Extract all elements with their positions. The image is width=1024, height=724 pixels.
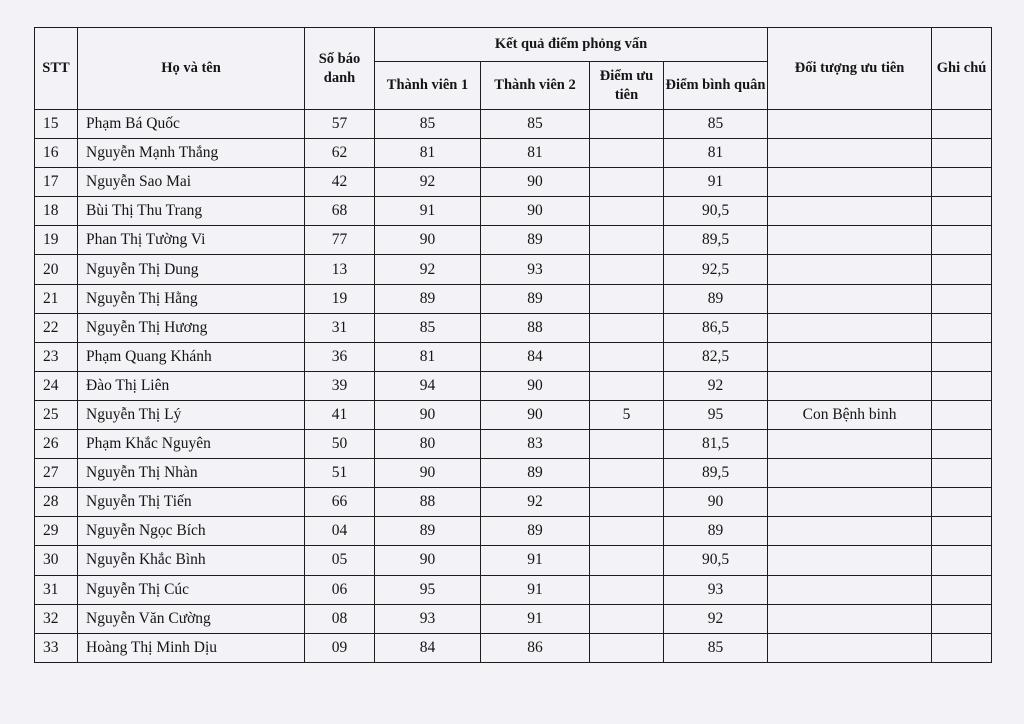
name-cell: Phạm Khắc Nguyên bbox=[78, 430, 305, 459]
stt-cell: 28 bbox=[35, 488, 78, 517]
priority-cell bbox=[768, 459, 932, 488]
average-score-cell: 92 bbox=[664, 371, 768, 400]
member1-score-cell: 90 bbox=[375, 226, 481, 255]
average-score-cell: 90 bbox=[664, 488, 768, 517]
sbd-cell: 08 bbox=[305, 604, 375, 633]
member1-score-cell: 85 bbox=[375, 313, 481, 342]
name-cell: Nguyễn Ngọc Bích bbox=[78, 517, 305, 546]
stt-cell: 23 bbox=[35, 342, 78, 371]
average-score-cell: 90,5 bbox=[664, 197, 768, 226]
note-cell bbox=[932, 575, 992, 604]
sbd-cell: 50 bbox=[305, 430, 375, 459]
header-sbd: Số báo danh bbox=[305, 28, 375, 110]
bonus-score-cell bbox=[590, 430, 664, 459]
note-cell bbox=[932, 517, 992, 546]
priority-cell bbox=[768, 168, 932, 197]
sbd-cell: 66 bbox=[305, 488, 375, 517]
average-score-cell: 93 bbox=[664, 575, 768, 604]
sbd-cell: 13 bbox=[305, 255, 375, 284]
bonus-score-cell bbox=[590, 371, 664, 400]
average-score-cell: 85 bbox=[664, 633, 768, 662]
name-cell: Nguyễn Thị Lý bbox=[78, 400, 305, 429]
member2-score-cell: 89 bbox=[481, 459, 590, 488]
bonus-score-cell bbox=[590, 284, 664, 313]
name-cell: Nguyễn Thị Tiến bbox=[78, 488, 305, 517]
note-cell bbox=[932, 488, 992, 517]
member2-score-cell: 90 bbox=[481, 400, 590, 429]
member2-score-cell: 90 bbox=[481, 168, 590, 197]
member2-score-cell: 85 bbox=[481, 110, 590, 139]
sbd-cell: 31 bbox=[305, 313, 375, 342]
table-row bbox=[35, 546, 992, 575]
note-cell bbox=[932, 604, 992, 633]
member2-score-cell: 86 bbox=[481, 633, 590, 662]
average-score-cell: 89 bbox=[664, 517, 768, 546]
sbd-cell: 42 bbox=[305, 168, 375, 197]
priority-cell: Con Bệnh binh bbox=[768, 400, 932, 429]
note-cell bbox=[932, 400, 992, 429]
sbd-cell: 04 bbox=[305, 517, 375, 546]
note-cell bbox=[932, 459, 992, 488]
note-cell bbox=[932, 197, 992, 226]
name-cell: Phạm Bá Quốc bbox=[78, 110, 305, 139]
bonus-score-cell bbox=[590, 459, 664, 488]
member1-score-cell: 81 bbox=[375, 139, 481, 168]
member2-score-cell: 90 bbox=[481, 197, 590, 226]
average-score-cell: 92 bbox=[664, 604, 768, 633]
priority-cell bbox=[768, 255, 932, 284]
name-cell: Nguyễn Khắc Bình bbox=[78, 546, 305, 575]
member1-score-cell: 93 bbox=[375, 604, 481, 633]
priority-cell bbox=[768, 313, 932, 342]
priority-cell bbox=[768, 604, 932, 633]
priority-cell bbox=[768, 342, 932, 371]
stt-cell: 25 bbox=[35, 400, 78, 429]
stt-cell: 16 bbox=[35, 139, 78, 168]
priority-cell bbox=[768, 371, 932, 400]
stt-cell: 15 bbox=[35, 110, 78, 139]
priority-cell bbox=[768, 517, 932, 546]
sbd-cell: 62 bbox=[305, 139, 375, 168]
table-row bbox=[35, 342, 992, 371]
name-cell: Bùi Thị Thu Trang bbox=[78, 197, 305, 226]
note-cell bbox=[932, 284, 992, 313]
average-score-cell: 81 bbox=[664, 139, 768, 168]
table-row bbox=[35, 168, 992, 197]
bonus-score-cell bbox=[590, 633, 664, 662]
table-row bbox=[35, 517, 992, 546]
header-member2: Thành viên 2 bbox=[481, 62, 590, 110]
sbd-cell: 57 bbox=[305, 110, 375, 139]
priority-cell bbox=[768, 633, 932, 662]
table-body bbox=[35, 110, 992, 663]
average-score-cell: 86,5 bbox=[664, 313, 768, 342]
stt-cell: 30 bbox=[35, 546, 78, 575]
member1-score-cell: 90 bbox=[375, 459, 481, 488]
name-cell: Nguyễn Mạnh Thắng bbox=[78, 139, 305, 168]
member2-score-cell: 89 bbox=[481, 226, 590, 255]
member2-score-cell: 88 bbox=[481, 313, 590, 342]
table-row bbox=[35, 400, 992, 429]
member1-score-cell: 80 bbox=[375, 430, 481, 459]
average-score-cell: 95 bbox=[664, 400, 768, 429]
stt-cell: 20 bbox=[35, 255, 78, 284]
stt-cell: 18 bbox=[35, 197, 78, 226]
stt-cell: 24 bbox=[35, 371, 78, 400]
table-row bbox=[35, 110, 992, 139]
bonus-score-cell bbox=[590, 488, 664, 517]
stt-cell: 21 bbox=[35, 284, 78, 313]
name-cell: Phạm Quang Khánh bbox=[78, 342, 305, 371]
note-cell bbox=[932, 110, 992, 139]
bonus-score-cell bbox=[590, 110, 664, 139]
note-cell bbox=[932, 139, 992, 168]
header-name: Họ và tên bbox=[78, 28, 305, 110]
name-cell: Nguyễn Thị Hương bbox=[78, 313, 305, 342]
member2-score-cell: 84 bbox=[481, 342, 590, 371]
table-row bbox=[35, 226, 992, 255]
stt-cell: 32 bbox=[35, 604, 78, 633]
note-cell bbox=[932, 430, 992, 459]
member1-score-cell: 81 bbox=[375, 342, 481, 371]
average-score-cell: 89,5 bbox=[664, 226, 768, 255]
average-score-cell: 89,5 bbox=[664, 459, 768, 488]
member1-score-cell: 94 bbox=[375, 371, 481, 400]
table-row bbox=[35, 604, 992, 633]
interview-results-table bbox=[34, 27, 992, 663]
sbd-cell: 39 bbox=[305, 371, 375, 400]
name-cell: Nguyễn Thị Cúc bbox=[78, 575, 305, 604]
note-cell bbox=[932, 371, 992, 400]
sbd-cell: 68 bbox=[305, 197, 375, 226]
stt-cell: 29 bbox=[35, 517, 78, 546]
header-priority: Đối tượng ưu tiên bbox=[768, 28, 932, 110]
note-cell bbox=[932, 546, 992, 575]
average-score-cell: 82,5 bbox=[664, 342, 768, 371]
name-cell: Nguyễn Thị Hằng bbox=[78, 284, 305, 313]
priority-cell bbox=[768, 226, 932, 255]
priority-cell bbox=[768, 139, 932, 168]
average-score-cell: 89 bbox=[664, 284, 768, 313]
member1-score-cell: 91 bbox=[375, 197, 481, 226]
member2-score-cell: 81 bbox=[481, 139, 590, 168]
note-cell bbox=[932, 255, 992, 284]
member2-score-cell: 91 bbox=[481, 604, 590, 633]
stt-cell: 17 bbox=[35, 168, 78, 197]
name-cell: Hoàng Thị Minh Dịu bbox=[78, 633, 305, 662]
bonus-score-cell bbox=[590, 313, 664, 342]
table-row bbox=[35, 284, 992, 313]
sbd-cell: 36 bbox=[305, 342, 375, 371]
sbd-cell: 51 bbox=[305, 459, 375, 488]
name-cell: Nguyễn Sao Mai bbox=[78, 168, 305, 197]
priority-cell bbox=[768, 284, 932, 313]
member1-score-cell: 88 bbox=[375, 488, 481, 517]
priority-cell bbox=[768, 197, 932, 226]
sbd-cell: 09 bbox=[305, 633, 375, 662]
header-member1: Thành viên 1 bbox=[375, 62, 481, 110]
note-cell bbox=[932, 342, 992, 371]
table-row bbox=[35, 371, 992, 400]
average-score-cell: 91 bbox=[664, 168, 768, 197]
sbd-cell: 06 bbox=[305, 575, 375, 604]
sbd-cell: 77 bbox=[305, 226, 375, 255]
average-score-cell: 85 bbox=[664, 110, 768, 139]
member2-score-cell: 91 bbox=[481, 546, 590, 575]
bonus-score-cell bbox=[590, 517, 664, 546]
note-cell bbox=[932, 226, 992, 255]
header-note: Ghi chú bbox=[932, 28, 992, 110]
member1-score-cell: 84 bbox=[375, 633, 481, 662]
priority-cell bbox=[768, 488, 932, 517]
header-bonus: Điểm ưu tiên bbox=[590, 62, 664, 110]
bonus-score-cell: 5 bbox=[590, 400, 664, 429]
average-score-cell: 81,5 bbox=[664, 430, 768, 459]
sbd-cell: 41 bbox=[305, 400, 375, 429]
priority-cell bbox=[768, 430, 932, 459]
name-cell: Nguyễn Văn Cường bbox=[78, 604, 305, 633]
member1-score-cell: 89 bbox=[375, 284, 481, 313]
sbd-cell: 05 bbox=[305, 546, 375, 575]
member2-score-cell: 83 bbox=[481, 430, 590, 459]
member1-score-cell: 85 bbox=[375, 110, 481, 139]
member1-score-cell: 89 bbox=[375, 517, 481, 546]
table-row bbox=[35, 575, 992, 604]
stt-cell: 31 bbox=[35, 575, 78, 604]
stt-cell: 26 bbox=[35, 430, 78, 459]
bonus-score-cell bbox=[590, 139, 664, 168]
sbd-cell: 19 bbox=[305, 284, 375, 313]
name-cell: Phan Thị Tường Vi bbox=[78, 226, 305, 255]
bonus-score-cell bbox=[590, 546, 664, 575]
bonus-score-cell bbox=[590, 168, 664, 197]
stt-cell: 22 bbox=[35, 313, 78, 342]
table-row bbox=[35, 139, 992, 168]
priority-cell bbox=[768, 110, 932, 139]
member1-score-cell: 95 bbox=[375, 575, 481, 604]
member2-score-cell: 89 bbox=[481, 517, 590, 546]
note-cell bbox=[932, 633, 992, 662]
member1-score-cell: 90 bbox=[375, 400, 481, 429]
average-score-cell: 90,5 bbox=[664, 546, 768, 575]
member1-score-cell: 92 bbox=[375, 168, 481, 197]
bonus-score-cell bbox=[590, 255, 664, 284]
table-row bbox=[35, 255, 992, 284]
note-cell bbox=[932, 168, 992, 197]
header-average: Điểm bình quân bbox=[664, 62, 768, 110]
bonus-score-cell bbox=[590, 575, 664, 604]
member2-score-cell: 91 bbox=[481, 575, 590, 604]
note-cell bbox=[932, 313, 992, 342]
table-row bbox=[35, 633, 992, 662]
header-result-group: Kết quả điểm phỏng vấn bbox=[375, 28, 768, 62]
member2-score-cell: 92 bbox=[481, 488, 590, 517]
member1-score-cell: 92 bbox=[375, 255, 481, 284]
table-row bbox=[35, 459, 992, 488]
table-row bbox=[35, 488, 992, 517]
bonus-score-cell bbox=[590, 226, 664, 255]
member2-score-cell: 90 bbox=[481, 371, 590, 400]
name-cell: Nguyễn Thị Dung bbox=[78, 255, 305, 284]
priority-cell bbox=[768, 575, 932, 604]
member1-score-cell: 90 bbox=[375, 546, 481, 575]
table-row bbox=[35, 313, 992, 342]
bonus-score-cell bbox=[590, 197, 664, 226]
bonus-score-cell bbox=[590, 342, 664, 371]
stt-cell: 33 bbox=[35, 633, 78, 662]
header-stt: STT bbox=[35, 28, 78, 110]
name-cell: Đào Thị Liên bbox=[78, 371, 305, 400]
priority-cell bbox=[768, 546, 932, 575]
table-row bbox=[35, 430, 992, 459]
stt-cell: 27 bbox=[35, 459, 78, 488]
member2-score-cell: 93 bbox=[481, 255, 590, 284]
average-score-cell: 92,5 bbox=[664, 255, 768, 284]
name-cell: Nguyễn Thị Nhàn bbox=[78, 459, 305, 488]
table-row bbox=[35, 197, 992, 226]
stt-cell: 19 bbox=[35, 226, 78, 255]
member2-score-cell: 89 bbox=[481, 284, 590, 313]
bonus-score-cell bbox=[590, 604, 664, 633]
